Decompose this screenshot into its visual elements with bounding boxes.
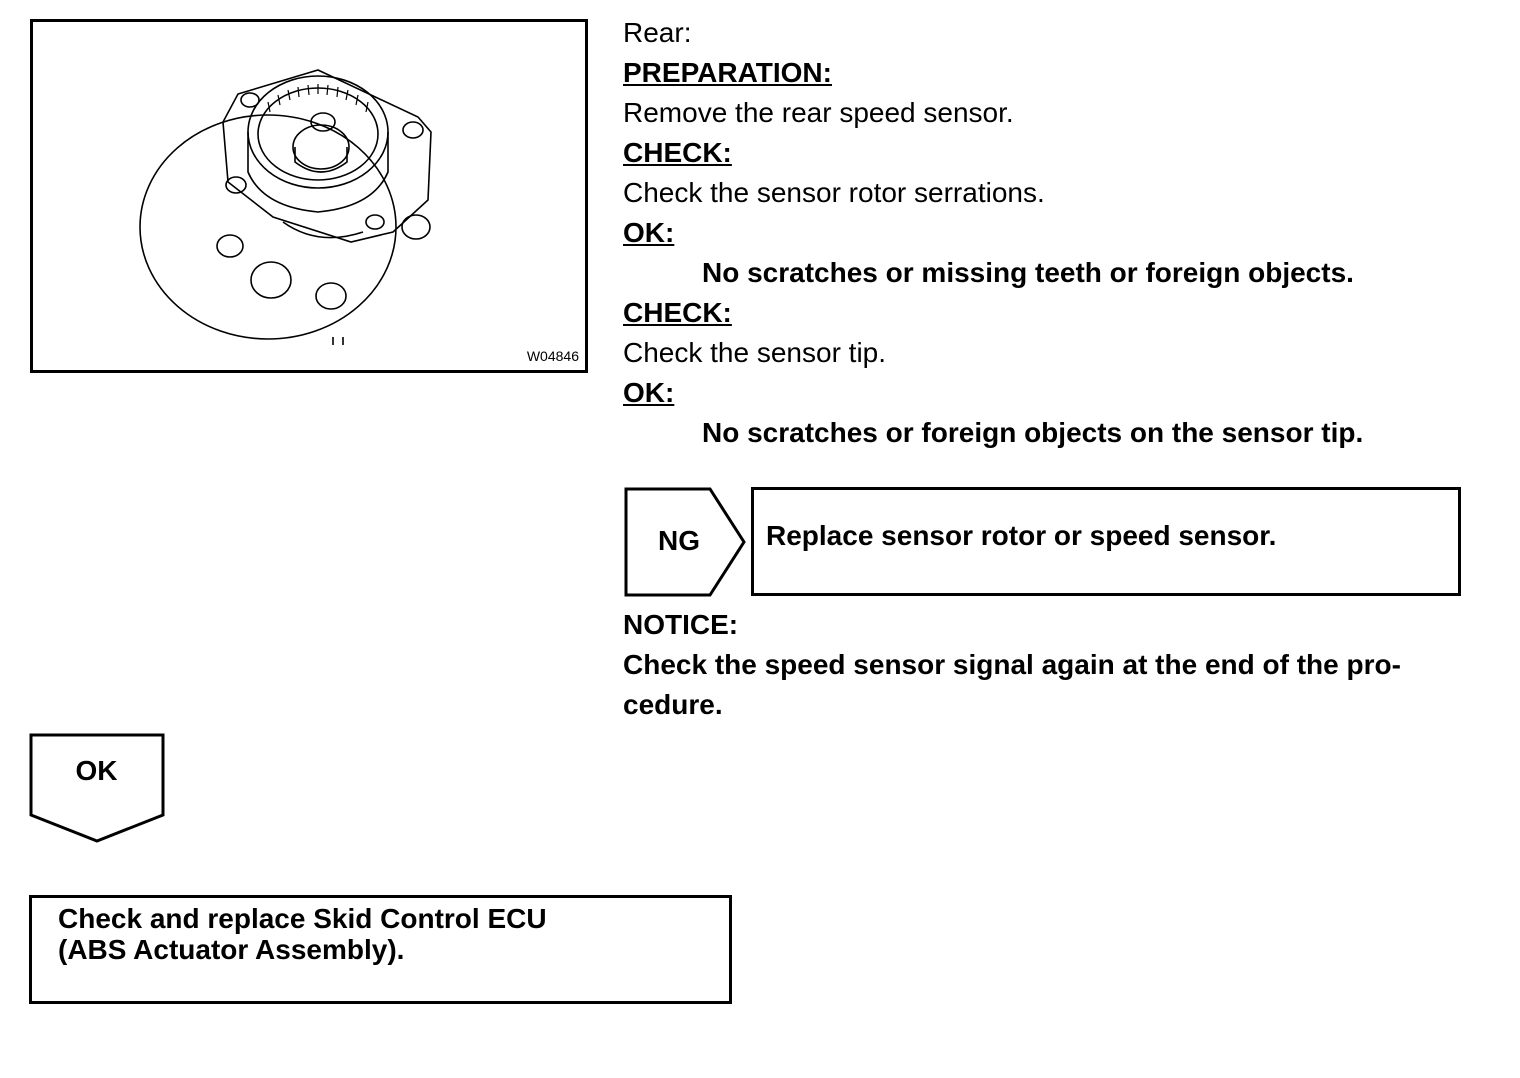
procedure-line: No scratches or missing teeth or foreign objects. <box>702 257 1354 288</box>
section-header: PREPARATION: <box>623 57 832 88</box>
wheel-hub-illustration-icon <box>33 22 585 370</box>
figure-code: W04846 <box>526 348 579 364</box>
hub-flange <box>140 115 396 339</box>
bolt-hole <box>226 177 246 193</box>
bolt-hole <box>316 283 346 309</box>
ng-action-text: Replace sensor rotor or speed sensor. <box>766 520 1277 551</box>
procedure-line: Rear: <box>623 17 692 48</box>
ng-label: NG <box>658 525 700 556</box>
section-header: CHECK: <box>623 297 732 328</box>
bolt-hole <box>402 215 430 239</box>
procedure-line: Check the sensor rotor serrations. <box>623 177 1045 208</box>
section-header: OK: <box>623 377 675 408</box>
ok-action-text: Check and replace Skid Control ECU (ABS Actuator Assembly). <box>58 903 547 965</box>
bolt-hole <box>251 262 291 298</box>
ok-label: OK <box>75 755 118 786</box>
figure-panel <box>30 19 588 373</box>
ok-arrow-icon <box>29 733 167 845</box>
procedure-line: Check the sensor tip. <box>623 337 887 368</box>
procedure-line: No scratches or foreign objects on the sensor tip. <box>702 417 1364 448</box>
notice-title: NOTICE: <box>623 609 739 640</box>
notice-body: Check the speed sensor signal again at the end of the pro-cedure. <box>623 649 1401 720</box>
section-header: CHECK: <box>623 137 732 168</box>
bolt-hole <box>217 235 243 257</box>
procedure-line: Remove the rear speed sensor. <box>623 97 1014 128</box>
section-header: OK: <box>623 217 675 248</box>
